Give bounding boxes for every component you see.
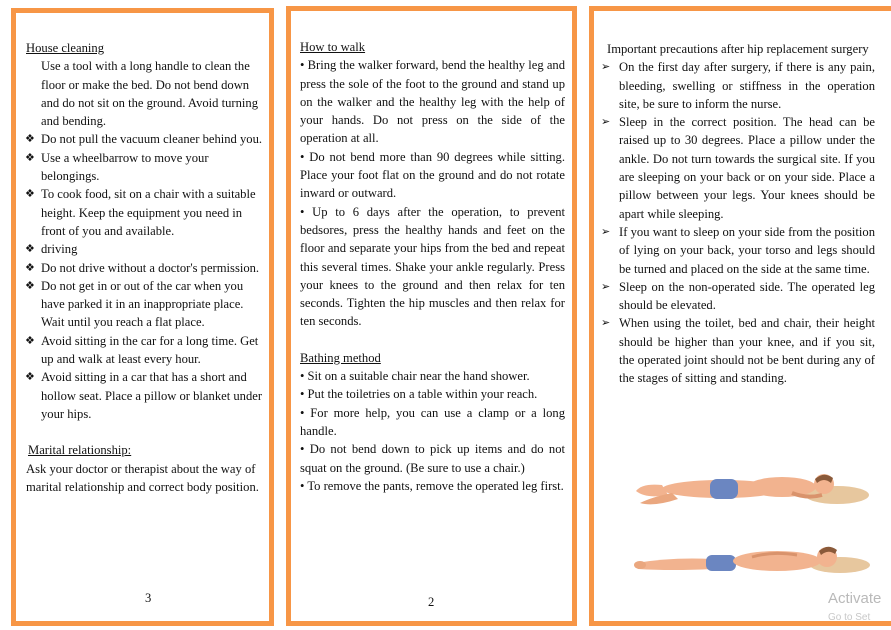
list-item: ➢ On the first day after surgery, if there is any pain, bleeding, swelling or stiffness in the operation site, be sure to inform the nurse. (601, 60, 875, 111)
activation-watermark-subtext: Go to Set (828, 612, 871, 623)
marital-text: Ask your doctor or therapist about the way of marital relationship and correct body position. (26, 461, 259, 494)
diamond-bullet-icon: ❖ (25, 133, 35, 146)
list-item: • Bring the walker forward, bend the healthy leg and press the sole of the foot to the ground and stand up on the walker and the healthy leg with the help of your hands. Do not press on the side of the operation at all. (300, 58, 565, 146)
diamond-bullet-icon: ❖ (25, 371, 35, 384)
diamond-bullet-icon: ❖ (25, 261, 35, 274)
page-number: 2 (428, 595, 435, 609)
spacer (300, 331, 565, 349)
diamond-bullet-icon: ❖ (25, 279, 35, 292)
list-item: • To remove the pants, remove the operated leg first. (300, 478, 564, 493)
arrowhead-bullet-icon: ➢ (601, 280, 611, 293)
arrowhead-bullet-icon: ➢ (601, 225, 611, 238)
marital-heading: Marital relationship: (28, 443, 132, 458)
diamond-bullet-icon: ❖ (25, 151, 35, 164)
list-item: ❖ Do not get in or out of the car when you have parked it in an inappropriate place. Wait until you reach a flat place. (25, 278, 244, 330)
list-item: ❖ Do not drive without a doctor's permission. (26, 259, 264, 277)
activation-watermark: Activate (828, 590, 882, 607)
list-item: • Sit on a suitable chair near the hand shower. (300, 369, 530, 384)
page-panel-1 (589, 6, 891, 626)
precautions-heading: Important precautions after hip replacement surgery (607, 42, 869, 56)
list-item: • Do not bend down to pick up items and do not squat on the ground. (Be sure to use a chair.) (300, 442, 565, 475)
marital-heading-wrap (26, 441, 264, 459)
left-column-text (26, 39, 264, 496)
page-number: 3 (145, 591, 152, 605)
list-item: ❖ Avoid sitting in a car that has a short and hollow seat. Place a pillow or blanket under your hips. (25, 370, 263, 421)
diamond-bullet-icon: ❖ (25, 188, 35, 201)
diamond-bullet-icon: ❖ (25, 243, 35, 256)
spacer (26, 423, 264, 441)
arrowhead-bullet-icon: ➢ (601, 317, 611, 330)
list-item: ❖ Do not pull the vacuum cleaner behind you. (26, 130, 264, 148)
arrowhead-bullet-icon: ➢ (601, 116, 611, 129)
walk-heading: How to walk (300, 40, 366, 54)
side-sleeping-illustration (632, 469, 872, 509)
list-item: • Put the toiletries on a table within your reach. (300, 387, 538, 402)
list-item: ➢ If you want to sleep on your side from the position of lying on your back, your torso and legs should be turned and placed on the side at the same time. (601, 224, 875, 276)
middle-column-text (300, 38, 565, 495)
right-column-text (603, 40, 875, 388)
list-item: ❖ Use a wheelbarrow to move your belongings. (25, 150, 209, 184)
house-cleaning-heading: House cleaning (26, 41, 104, 55)
page-panel-2 (286, 6, 577, 626)
list-item: • Up to 6 days after the operation, to prevent bedsores, press the healthy hands and feet on the floor and separate your hips from the bed and repeat this several times. Shake your ankle regularly. Press your knees to the ground and then relax for ten seconds. Tighten the hip muscles and then relax for ten seconds. (300, 204, 565, 329)
arrowhead-bullet-icon: ➢ (601, 61, 611, 74)
diamond-bullet-icon: ❖ (25, 334, 35, 347)
list-item: ❖ driving (26, 240, 264, 258)
list-item: ➢ Sleep on the non-operated side. The operated leg should be elevated. (601, 279, 875, 313)
page-panel-3 (11, 8, 274, 626)
list-item: • Do not bend more than 90 degrees while sitting. Place your foot flat on the ground and do not rotate inward or outward. (300, 149, 565, 201)
list-item: ❖ To cook food, sit on a chair with a suitable height. Keep the equipment you need in front of you and available. (25, 187, 256, 238)
house-cleaning-intro: Use a tool with a long handle to clean the floor or make the bed. Do not bend down and do not sit on the ground. Avoid turning and bending. (41, 59, 258, 129)
back-sleeping-illustration (632, 537, 872, 577)
bath-heading: Bathing method (300, 350, 381, 365)
list-item: ➢ Sleep in the correct position. The head can be raised up to 30 degrees. Place a pillow under the ankle. Do not turn towards the surgical site. If you are sleeping on your back or on your side. Place a pillow between your legs. Your knees should be apart while sleeping. (601, 115, 875, 221)
list-item: • For more help, you can use a clamp or a long handle. (300, 405, 565, 438)
list-item: ➢ When using the toilet, bed and chair, their height should be higher than your knee, and if you sit, the operated joint should not be bent during any of the stages of sitting and standing. (601, 316, 875, 386)
list-item: ❖ Avoid sitting in the car for a long time. Get up and walk at least every hour. (25, 333, 259, 367)
